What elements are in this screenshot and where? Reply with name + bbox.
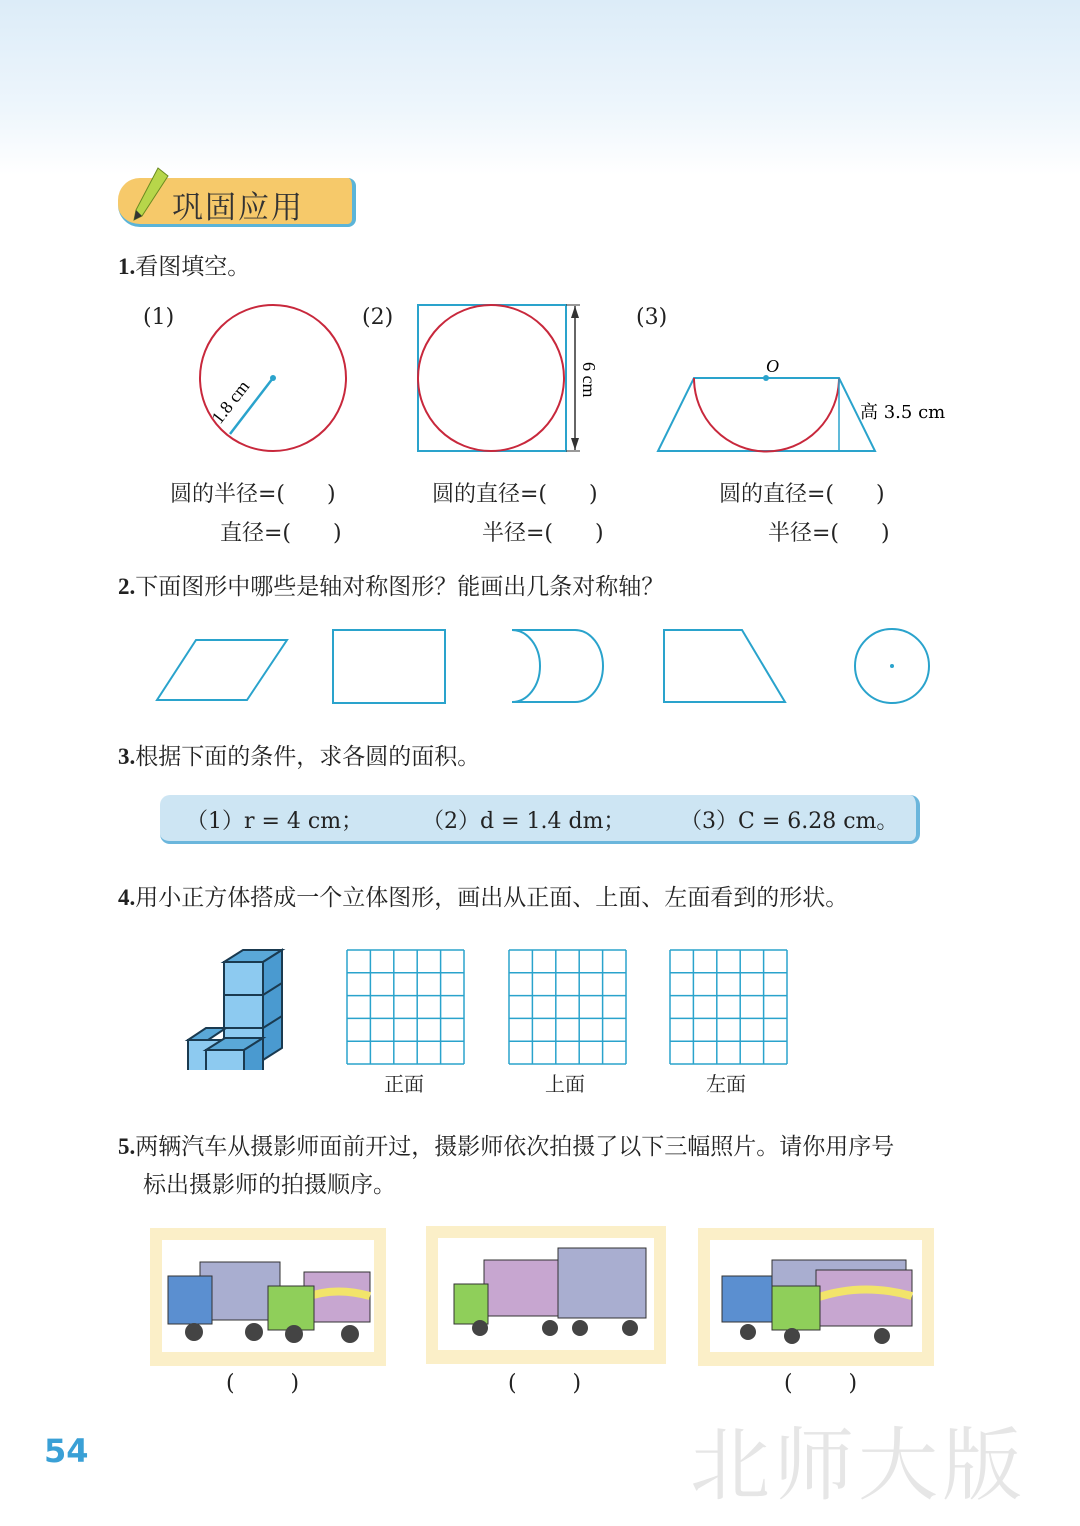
order-blank-2[interactable]: ( ) xyxy=(508,1371,582,1396)
semicircle xyxy=(694,378,839,452)
photo-1 xyxy=(150,1228,386,1366)
condition-3: （3）C = 6.28 cm。 xyxy=(680,809,899,834)
photo-2 xyxy=(426,1226,666,1364)
trucks-icon xyxy=(440,1244,650,1344)
parallelogram xyxy=(157,640,287,700)
blank-3a[interactable]: 圆的直径=( ) xyxy=(719,482,885,507)
question-4: 4.用小正方体搭成一个立体图形，画出从正面、上面、左面看到的形状。 xyxy=(118,885,849,911)
question-5: 5.两辆汽车从摄影师面前开过，摄影师依次拍摄了以下三幅照片。请你用序号 xyxy=(118,1134,895,1160)
dim-6cm: 6 cm xyxy=(579,362,599,398)
condition-1: （1）r = 4 cm； xyxy=(186,809,364,834)
circle-2 xyxy=(418,305,564,451)
photo-3 xyxy=(698,1228,934,1366)
q2-shapes xyxy=(0,620,1080,715)
view-front-label: 正面 xyxy=(384,1072,424,1096)
arc-shape xyxy=(512,630,603,702)
fig2-label: (2) xyxy=(362,305,394,330)
conditions-band xyxy=(160,795,920,844)
view-top-label: 上面 xyxy=(545,1072,585,1096)
watermark: 北师大版 xyxy=(690,1419,1026,1512)
height-label: 高 3.5 cm xyxy=(860,402,946,423)
blank-2b[interactable]: 半径=( ) xyxy=(482,521,604,546)
order-blank-3[interactable]: ( ) xyxy=(784,1371,858,1396)
page-number: 54 xyxy=(44,1432,89,1470)
blank-2a[interactable]: 圆的直径=( ) xyxy=(432,482,598,507)
q1-figures xyxy=(0,0,1080,470)
right-trapezoid xyxy=(664,630,785,702)
question-2: 2.下面图形中哪些是轴对称图形？能画出几条对称轴？ xyxy=(118,574,665,600)
order-blank-1[interactable]: ( ) xyxy=(226,1371,300,1396)
question-5-line2: 标出摄影师的拍摄顺序。 xyxy=(143,1172,396,1198)
fig1-label: (1) xyxy=(143,305,175,330)
rectangle xyxy=(333,630,445,703)
dim-1.8cm: 1.8 cm xyxy=(207,376,254,428)
blank-1a[interactable]: 圆的半径=( ) xyxy=(170,482,336,507)
question-3: 3.根据下面的条件，求各圆的面积。 xyxy=(118,744,481,770)
blank-1b[interactable]: 直径=( ) xyxy=(220,521,342,546)
condition-2: （2）d = 1.4 dm； xyxy=(422,809,626,834)
fig3-label: (3) xyxy=(636,305,668,330)
blank-3b[interactable]: 半径=( ) xyxy=(768,521,890,546)
q4-figures xyxy=(0,940,1080,1070)
view-left-label: 左面 xyxy=(706,1072,746,1096)
trapezoid xyxy=(658,378,875,451)
trucks-icon xyxy=(712,1256,922,1351)
section-title: 巩固应用 xyxy=(172,190,304,226)
cube-stack xyxy=(188,950,282,1070)
question-1: 1.看图填空。 xyxy=(118,254,251,280)
center-o: O xyxy=(766,356,779,376)
trucks-icon xyxy=(164,1258,374,1348)
